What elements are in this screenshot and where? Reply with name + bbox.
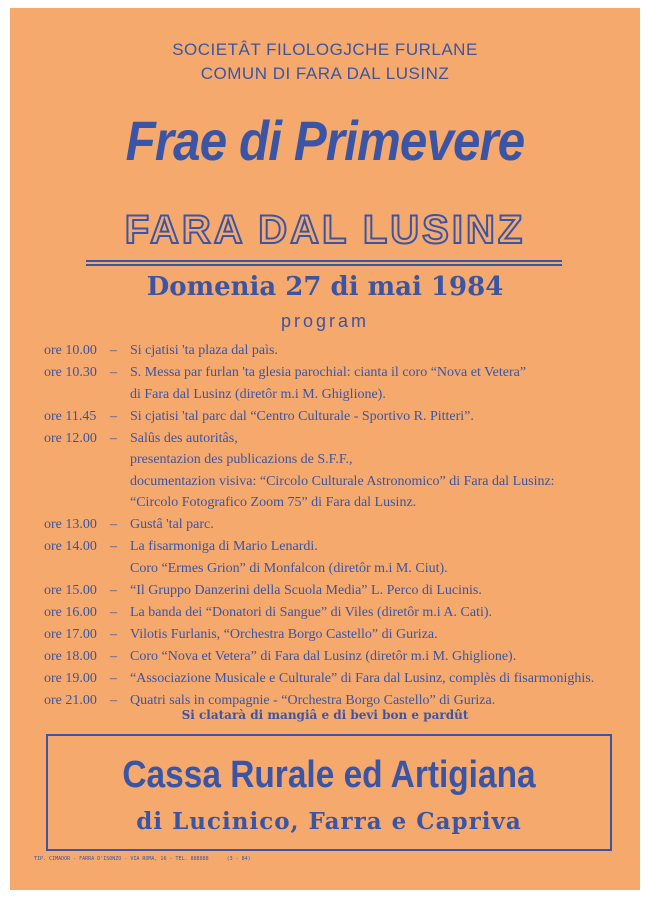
schedule-time: ore 13.00 <box>44 517 97 532</box>
schedule-description <box>130 340 634 362</box>
schedule-description <box>130 624 634 646</box>
schedule-description <box>130 362 634 405</box>
schedule-dash: – <box>110 539 117 554</box>
schedule-line: Coro “Ermes Grion” di Monfalcon (diretôr m.i M. Ciut). <box>130 560 448 576</box>
schedule-description <box>130 406 634 428</box>
schedule-time: ore 18.00 <box>44 648 97 664</box>
schedule-line: Vilotis Furlanis, “Orchestra Borgo Castello” di Guriza. <box>130 626 438 642</box>
schedule-row <box>44 362 634 405</box>
organization-name: SOCIETÂT FILOLOGJCHE FURLANE <box>172 40 478 59</box>
schedule-description <box>130 536 634 579</box>
event-date: Domenia 27 di mai 1984 <box>146 272 504 302</box>
schedule-dash: – <box>110 365 117 380</box>
schedule-time: ore 16.00 <box>44 604 97 620</box>
schedule-time: ore 14.00 <box>44 539 97 554</box>
schedule-time: ore 19.00 <box>44 670 97 686</box>
schedule-dash: – <box>110 626 117 642</box>
schedule-time: ore 12.00 <box>44 430 97 446</box>
event-subtitle: FARA DAL LUSINZ <box>124 208 526 252</box>
schedule-row <box>44 646 634 668</box>
sponsor-box <box>46 734 612 851</box>
sponsor-name: Cassa Rurale ed Artigiana <box>122 754 536 796</box>
schedule-line: Si cjatisi 'ta plaza dal paìs. <box>130 343 278 358</box>
schedule-time: ore 15.00 <box>44 582 97 598</box>
schedule-line: Coro “Nova et Vetera” di Fara dal Lusinz (diretôr m.i M. Ghiglione). <box>130 648 517 664</box>
schedule-dash: – <box>110 430 117 446</box>
schedule-dash: – <box>110 692 117 708</box>
schedule-description <box>130 668 634 690</box>
schedule-line: Salûs des autoritâs, <box>130 430 238 446</box>
schedule-row <box>44 668 634 690</box>
schedule-time: ore 10.30 <box>44 365 97 380</box>
schedule-time: ore 10.00 <box>44 343 97 358</box>
schedule-line: presentazion des publicazions de S.F.F., <box>130 452 353 467</box>
schedule-row <box>44 428 634 514</box>
schedule-line: S. Messa par furlan 'ta glesia parochial: cianta il coro “Nova et Vetera” <box>130 365 527 380</box>
schedule-line: “Circolo Fotografico Zoom 75” di Fara dal Lusinz. <box>130 495 417 510</box>
schedule-line: di Fara dal Lusinz (diretôr m.i M. Ghiglione). <box>130 386 386 402</box>
schedule-line: “Il Gruppo Danzerini della Scuola Media” L. Perco di Lucinis. <box>130 582 482 598</box>
schedule-dash: – <box>110 648 117 664</box>
sponsor-location: di Lucinico, Farra e Capriva <box>136 808 522 835</box>
schedule-description <box>130 646 634 668</box>
schedule-line: Quatri sals in compagnie - “Orchestra Borgo Castello” di Guriza. <box>130 692 496 708</box>
schedule-dash: – <box>110 582 117 598</box>
print-code: (3 - 84) <box>226 856 251 862</box>
schedule-time: ore 11.45 <box>44 408 97 424</box>
closing-note: Si clatarà di mangiâ e di bevi bon e pardût <box>181 708 469 722</box>
event-title: Frae di Primevere <box>125 109 525 172</box>
schedule-row <box>44 514 634 536</box>
schedule-row <box>44 536 634 579</box>
schedule-row <box>44 340 634 362</box>
schedule-line: La banda dei “Donatori di Sangue” di Viles (diretôr m.i A. Cati). <box>130 604 493 620</box>
schedule-row <box>44 624 634 646</box>
divider-line <box>86 260 562 262</box>
printer-name: TIP. CIMADOR - FARRA D'ISONZO - VIA ROMA, 16 - TEL. 888888 <box>34 856 209 862</box>
schedule-description <box>130 514 634 536</box>
schedule-dash: – <box>110 670 117 686</box>
schedule-time: ore 21.00 <box>44 692 97 708</box>
schedule-description <box>130 602 634 624</box>
schedule-dash: – <box>110 604 117 620</box>
schedule-row <box>44 406 634 428</box>
divider-line <box>86 264 562 266</box>
printer-credit <box>34 856 251 862</box>
schedule-line: Si cjatisi 'tal parc dal “Centro Culturale - Sportivo R. Pitteri”. <box>130 408 474 424</box>
schedule-dash: – <box>110 517 117 532</box>
schedule-line: La fisarmoniga di Mario Lenardi. <box>130 539 318 554</box>
event-poster <box>10 8 640 890</box>
schedule-description <box>130 580 634 602</box>
schedule-dash: – <box>110 343 117 358</box>
schedule-time: ore 17.00 <box>44 626 97 642</box>
schedule-row <box>44 602 634 624</box>
schedule-line: Gustâ 'tal parc. <box>130 517 214 532</box>
program-schedule <box>44 340 634 712</box>
schedule-row <box>44 580 634 602</box>
schedule-line: “Associazione Musicale e Culturale” di Fara dal Lusinz, complès di fisarmonighis. <box>130 670 595 686</box>
municipality-name: COMUN DI FARA DAL LUSINZ <box>200 64 450 83</box>
schedule-line: documentazion visiva: “Circolo Culturale Astronomico” di Fara dal Lusinz: <box>130 473 555 489</box>
schedule-description <box>130 428 634 514</box>
program-heading: program <box>280 311 370 331</box>
schedule-dash: – <box>110 408 117 424</box>
